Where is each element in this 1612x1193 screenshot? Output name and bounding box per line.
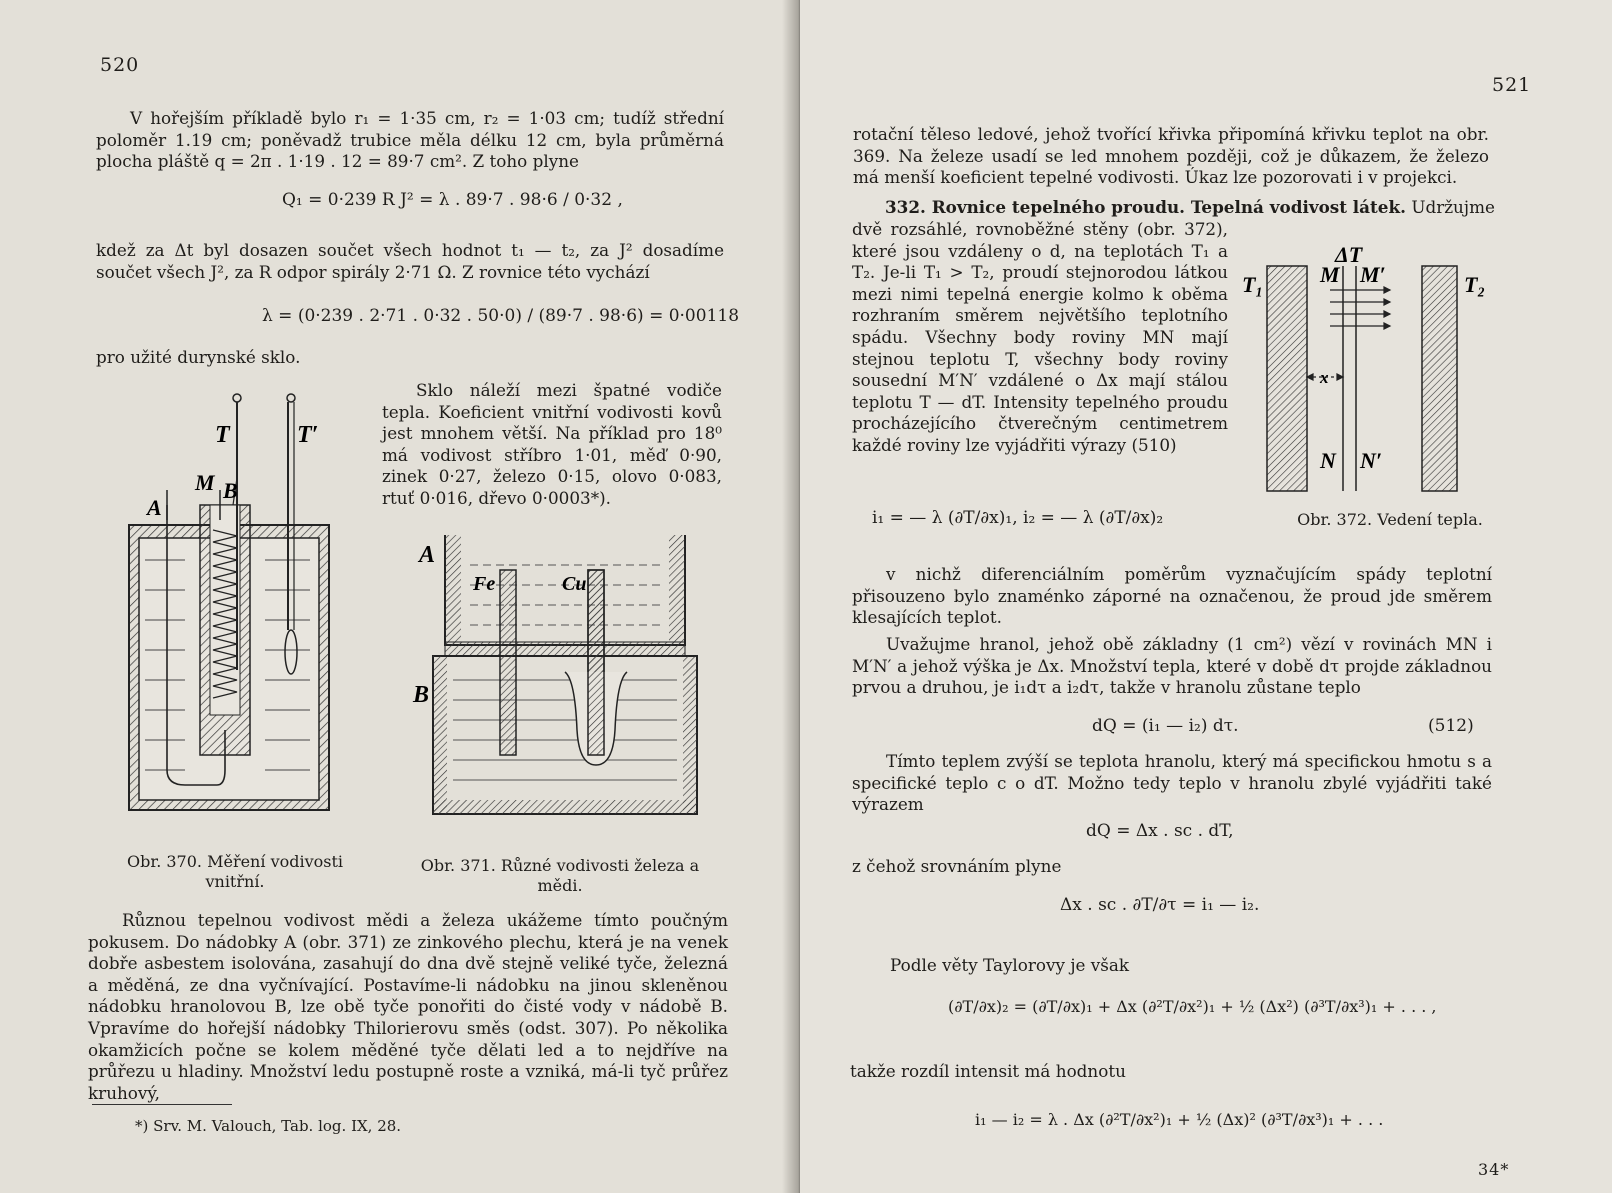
- paragraph: Sklo náleží mezi špatné vodiče tepla. Koeficient vnitřní vodivosti kovů jest mnohem větší. Na příklad pro 18⁰ má vodivost stříbro 1·01, měď 0·90, zinek 0·27, železo 0·15, olovo 0·083, rtuť 0·016, dřevo 0·0003*).: [382, 380, 722, 508]
- equation-512: dQ = (i₁ — i₂) dτ.: [1092, 716, 1239, 736]
- label-x: x: [1320, 368, 1329, 387]
- figure-372: [1240, 240, 1500, 495]
- figure-371: [413, 530, 705, 820]
- paragraph: takže rozdíl intensit má hodnotu: [850, 1061, 1126, 1081]
- section-heading-line: [885, 197, 1495, 219]
- label-Fe: Fe: [473, 573, 496, 595]
- paragraph: V hořejším příkladě bylo r₁ = 1·35 cm, r₂ = 1·03 cm; tudíž střední poloměr 1.19 cm; poněvadž trubice měla délku 12 cm, byla průměrná plocha pláště q = 2π . 1·19 . 12 = 89·7 cm². Z toho plyne: [96, 108, 724, 172]
- paragraph: Podle věty Taylorovy je však: [890, 955, 1130, 975]
- figure-370: [125, 390, 340, 830]
- paragraph: pro užité durynské sklo.: [96, 347, 301, 367]
- equation-number: (512): [1428, 716, 1474, 736]
- equation-compare: Δx . sc . ∂T/∂τ = i₁ — i₂.: [1060, 895, 1260, 915]
- right-page: [800, 0, 1612, 1193]
- equation-dq: dQ = Δx . sc . dT,: [1086, 821, 1234, 841]
- paragraph: kdež za Δt byl dosazen součet všech hodnot t₁ — t₂, za J² dosadíme součet všech J², za R odpor spirály 2·71 Ω. Z rovnice této vychází: [96, 240, 724, 282]
- left-page: [0, 0, 800, 1193]
- label-T: T: [215, 422, 230, 448]
- label-M: M: [195, 470, 215, 495]
- paragraph: Různou tepelnou vodivost mědi a železa ukážeme tímto poučným pokusem. Do nádobky A (obr. 371) ze zinkového plechu, která je na venek dobře asbestem isolována, zasahují do dna dvě stejně veliké tyče, železná a měděná, ze dna vyčnívající. Postavíme-li nádobku na jinou skleněnou nádobku hranolovou B, lze obě tyče ponořiti do čisté vody v nádobě B. Vpravíme do hořejší nádobky Thilorierovu směs (odst. 307). Po několika okamžicích počne se kolem měděné tyče dělati led a to nejdříve na průřezu u hladiny. Množství ledu postupně roste a vzniká, má-li tyč průřez kruhový,: [88, 910, 728, 1103]
- paragraph: v nichž diferenciálním poměrům vyznačujícím spády teplotní přisouzeno bylo znaménko záporné na označenou, že proud jde směrem klesajících teplot.: [852, 564, 1492, 628]
- paragraph: z čehož srovnáním plyne: [852, 856, 1062, 876]
- equation: Q₁ = 0·239 R J² = λ . 89·7 . 98·6 / 0·32 ,: [282, 190, 623, 210]
- label-delta-T: ΔT: [1335, 242, 1363, 267]
- label-Cu: Cu: [562, 573, 587, 595]
- footnote: *) Srv. M. Valouch, Tab. log. IX, 28.: [135, 1117, 402, 1135]
- label-M: M: [1320, 262, 1340, 287]
- equation: λ = (0·239 . 2·71 . 0·32 . 50·0) / (89·7 . 98·6) = 0·00118: [262, 306, 740, 326]
- label-T1: T₁: [1242, 272, 1264, 297]
- label-B: B: [223, 478, 238, 503]
- paragraph-start: Udržujme: [1411, 197, 1495, 217]
- label-N-prime: N′: [1360, 448, 1383, 473]
- label-T-prime: T′: [297, 422, 319, 448]
- caption-371: Obr. 371. Různé vodivosti železa a mědi.: [420, 856, 700, 895]
- paragraph: rotační těleso ledové, jehož tvořící křivka připomíná křivku teplot na obr. 369. Na železe usadí se led mnohem později, což je důkazem, že železo má menší koeficient tepelné vodivosti. Úkaz lze pozorovati i v projekci.: [853, 124, 1489, 188]
- caption-372: Obr. 372. Vedení tepla.: [1297, 510, 1483, 529]
- caption-370: Obr. 370. Měření vodivosti vnitřní.: [126, 852, 344, 891]
- equation-intensities: i₁ = — λ (∂T/∂x)₁, i₂ = — λ (∂T/∂x)₂: [872, 508, 1164, 528]
- label-B: B: [413, 682, 430, 708]
- equation-taylor: (∂T/∂x)₂ = (∂T/∂x)₁ + Δx (∂²T/∂x²)₁ + ½ (Δx²) (∂³T/∂x³)₁ + . . . ,: [948, 997, 1437, 1016]
- paragraph: Tímto teplem zvýší se teplota hranolu, který má specifickou hmotu s a specifické teplo c o dT. Možno tedy teplo v hranolu zbylé vyjádřiti také výrazem: [852, 751, 1492, 815]
- label-A: A: [147, 495, 162, 520]
- section-heading: 332. Rovnice tepelného proudu. Tepelná vodivost látek.: [885, 197, 1406, 217]
- label-T2: T₂: [1464, 272, 1486, 297]
- signature-mark: 34*: [1478, 1160, 1510, 1179]
- equation-difference: i₁ — i₂ = λ . Δx (∂²T/∂x²)₁ + ½ (Δx)² (∂³T/∂x³)₁ + . . .: [975, 1110, 1384, 1129]
- label-N: N: [1320, 448, 1336, 473]
- page-number-right: 521: [1492, 74, 1532, 96]
- paragraph: Uvažujme hranol, jehož obě základny (1 cm²) vězí v rovinách MN i M′N′ a jehož výška je Δx. Množství tepla, které v době dτ projde základnou prvou a druhou, je i₁dτ a i₂dτ, takže v hranolu zůstane teplo: [852, 634, 1492, 698]
- label-M-prime: M′: [1360, 262, 1386, 287]
- page-number-left: 520: [100, 54, 140, 76]
- label-A: A: [419, 542, 436, 568]
- footnote-rule: [92, 1104, 232, 1105]
- paragraph: dvě rozsáhlé, rovnoběžné stěny (obr. 372), které jsou vzdáleny o d, na teplotách T₁ a T₂. Je-li T₁ > T₂, proudí stejnorodou látkou mezi nimi tepelná energie kolmo k oběma rozhraním směrem největšího teplotního spádu. Všechny body roviny MN mají stejnou teplotu T, všechny body roviny sousední M′N′ vzdálené o Δx mají stálou teplotu T — dT. Intensity tepelného proudu procházejícího čtverečným centimetrem každé roviny lze vyjádřiti výrazy (510): [852, 219, 1228, 455]
